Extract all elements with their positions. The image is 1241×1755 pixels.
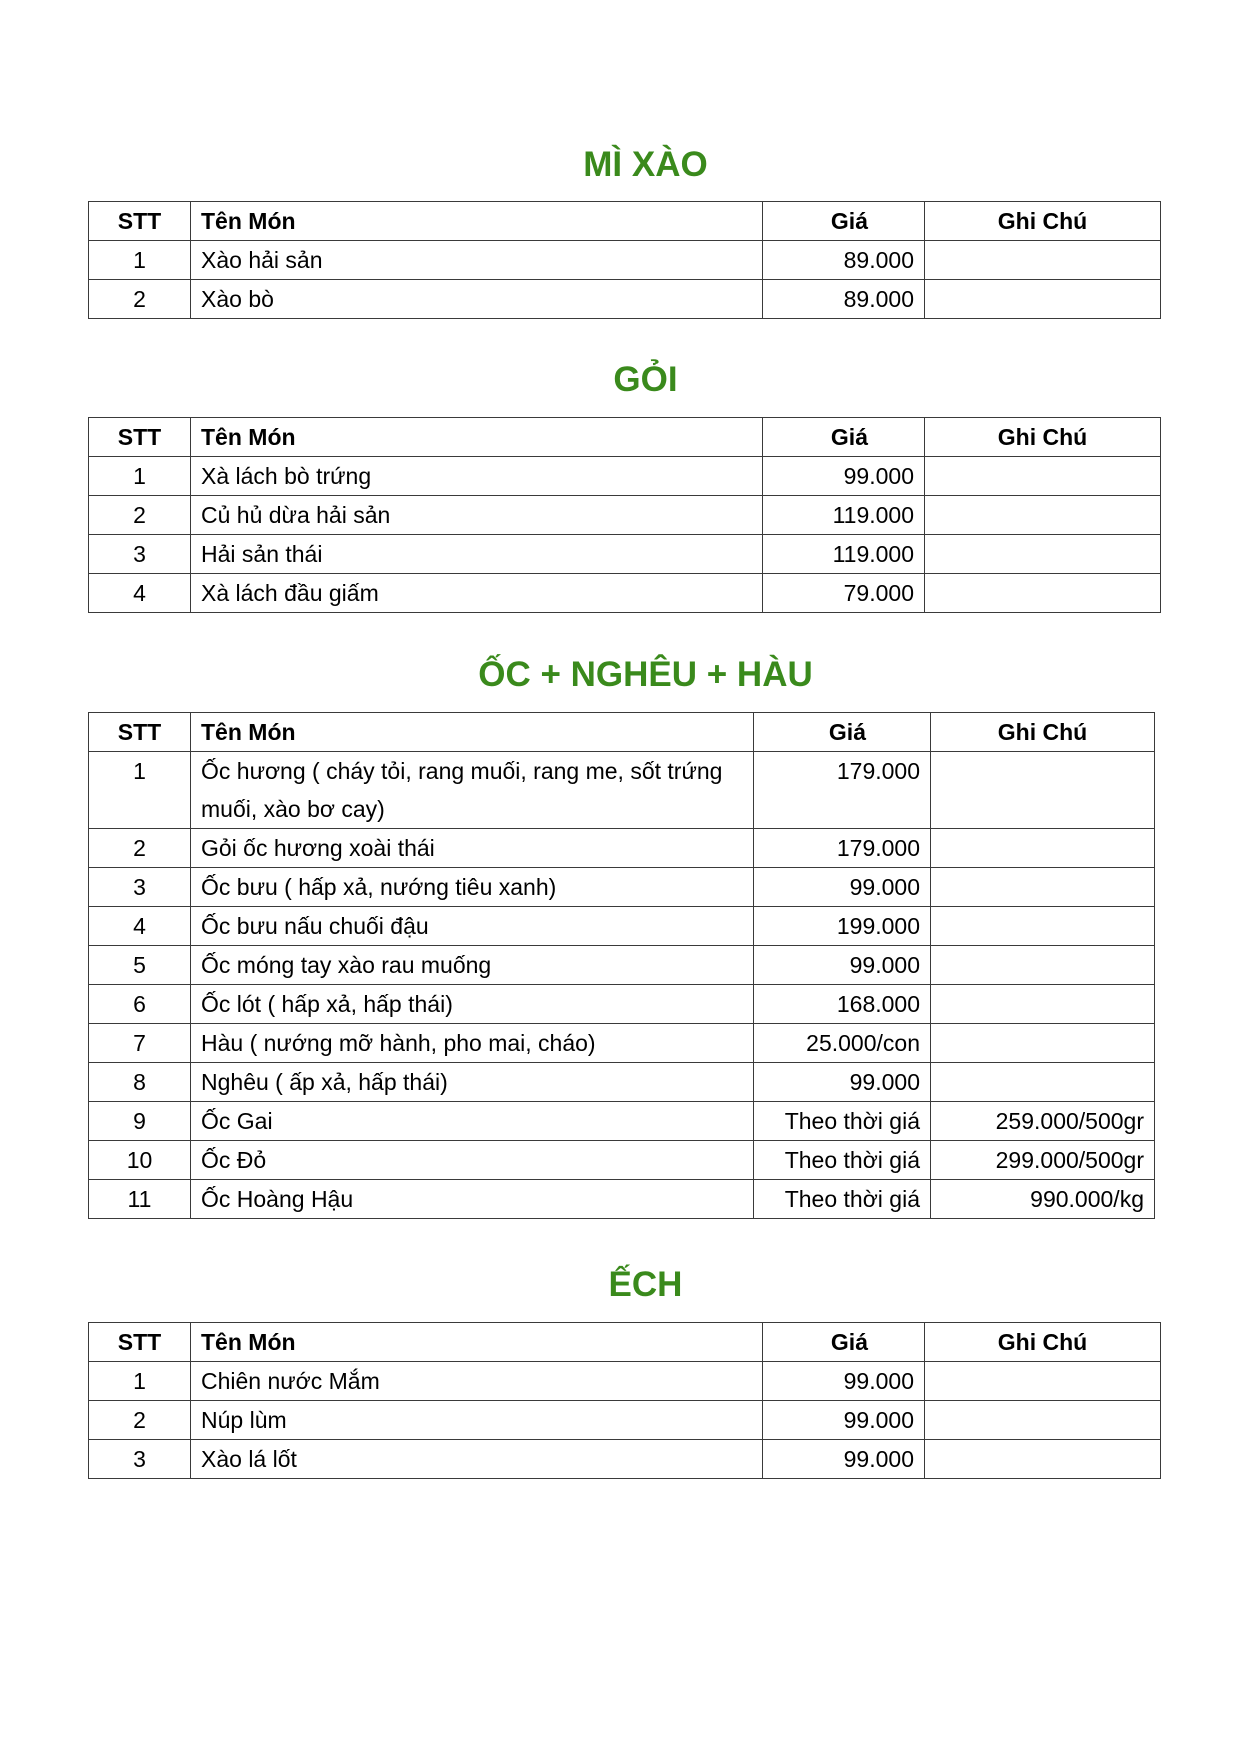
- table-header-row: [89, 713, 1155, 752]
- row-stt: 9: [89, 1102, 191, 1141]
- header-note: Ghi Chú: [925, 418, 1161, 457]
- table-row: [89, 1024, 1155, 1063]
- row-note: 259.000/500gr: [931, 1102, 1155, 1141]
- table-row: [89, 1102, 1155, 1141]
- table-row: [89, 868, 1155, 907]
- row-dish-name: Ốc hương ( cháy tỏi, rang muối, rang me, sốt trứng muối, xào bơ cay): [191, 752, 754, 829]
- header-price: Giá: [763, 418, 925, 457]
- header-stt: STT: [89, 713, 191, 752]
- table-row: [89, 1180, 1155, 1219]
- row-stt: 4: [89, 574, 191, 613]
- row-price: Theo thời giá: [754, 1180, 931, 1219]
- row-price: 99.000: [763, 1401, 925, 1440]
- header-name: Tên Món: [191, 202, 763, 241]
- header-note: Ghi Chú: [931, 713, 1155, 752]
- row-stt: 11: [89, 1180, 191, 1219]
- row-dish-name: Hàu ( nướng mỡ hành, pho mai, cháo): [191, 1024, 754, 1063]
- row-price: 25.000/con: [754, 1024, 931, 1063]
- header-stt: STT: [89, 202, 191, 241]
- table-row: [89, 574, 1161, 613]
- table-header-row: [89, 418, 1161, 457]
- row-note: 299.000/500gr: [931, 1141, 1155, 1180]
- section-title-mi-xao: MÌ XÀO: [583, 145, 708, 184]
- row-price: 199.000: [754, 907, 931, 946]
- section-title-goi: GỎI: [613, 360, 678, 399]
- row-note: [931, 829, 1155, 868]
- row-note: [925, 1362, 1161, 1401]
- table-row: [89, 829, 1155, 868]
- row-price: 99.000: [763, 1440, 925, 1479]
- row-dish-name: Xà lách bò trứng: [191, 457, 763, 496]
- row-price: Theo thời giá: [754, 1141, 931, 1180]
- row-note: [931, 985, 1155, 1024]
- row-stt: 10: [89, 1141, 191, 1180]
- row-dish-name: Ốc Hoàng Hậu: [191, 1180, 754, 1219]
- row-stt: 2: [89, 280, 191, 319]
- table-row: [89, 1141, 1155, 1180]
- table-row: [89, 1063, 1155, 1102]
- row-dish-name: Xà lách đầu giấm: [191, 574, 763, 613]
- table-row: [89, 907, 1155, 946]
- header-name: Tên Món: [191, 1323, 763, 1362]
- row-note: [925, 1401, 1161, 1440]
- row-note: [925, 457, 1161, 496]
- header-note: Ghi Chú: [925, 202, 1161, 241]
- row-price: 99.000: [763, 1362, 925, 1401]
- table-row: [89, 985, 1155, 1024]
- row-price: 99.000: [754, 946, 931, 985]
- row-note: [925, 280, 1161, 319]
- row-note: [925, 1440, 1161, 1479]
- row-note: [931, 1024, 1155, 1063]
- row-stt: 1: [89, 752, 191, 829]
- header-name: Tên Món: [191, 713, 754, 752]
- row-stt: 6: [89, 985, 191, 1024]
- row-note: [925, 574, 1161, 613]
- row-note: [931, 1063, 1155, 1102]
- row-stt: 3: [89, 535, 191, 574]
- header-note: Ghi Chú: [925, 1323, 1161, 1362]
- table-row: [89, 241, 1161, 280]
- row-price: 99.000: [763, 457, 925, 496]
- row-note: [925, 496, 1161, 535]
- row-dish-name: Ốc móng tay xào rau muống: [191, 946, 754, 985]
- table-header-row: [89, 202, 1161, 241]
- row-stt: 1: [89, 457, 191, 496]
- row-stt: 5: [89, 946, 191, 985]
- table-row: [89, 946, 1155, 985]
- row-price: 99.000: [754, 868, 931, 907]
- table-row: [89, 496, 1161, 535]
- row-price: 89.000: [763, 241, 925, 280]
- row-note: 990.000/kg: [931, 1180, 1155, 1219]
- row-stt: 1: [89, 241, 191, 280]
- menu-table-oc-ngheu-hau: [88, 712, 1155, 1219]
- header-price: Giá: [763, 1323, 925, 1362]
- header-name: Tên Món: [191, 418, 763, 457]
- header-stt: STT: [89, 1323, 191, 1362]
- table-row: [89, 752, 1155, 829]
- row-dish-name: Ốc bưu ( hấp xả, nướng tiêu xanh): [191, 868, 754, 907]
- row-note: [925, 535, 1161, 574]
- row-stt: 2: [89, 496, 191, 535]
- section-title-ech: ẾCH: [608, 1265, 683, 1304]
- table-header-row: [89, 1323, 1161, 1362]
- table-row: [89, 1362, 1161, 1401]
- row-dish-name: Gỏi ốc hương xoài thái: [191, 829, 754, 868]
- row-stt: 2: [89, 1401, 191, 1440]
- row-dish-name: Ốc bưu nấu chuối đậu: [191, 907, 754, 946]
- row-stt: 7: [89, 1024, 191, 1063]
- table-row: [89, 280, 1161, 319]
- header-stt: STT: [89, 418, 191, 457]
- row-dish-name: Xào lá lốt: [191, 1440, 763, 1479]
- header-price: Giá: [754, 713, 931, 752]
- table-row: [89, 457, 1161, 496]
- menu-table-goi: [88, 417, 1161, 613]
- row-price: 119.000: [763, 496, 925, 535]
- row-note: [931, 946, 1155, 985]
- menu-table-mi-xao: [88, 201, 1161, 319]
- table-row: [89, 535, 1161, 574]
- row-note: [931, 907, 1155, 946]
- menu-table-ech: [88, 1322, 1161, 1479]
- row-price: 179.000: [754, 829, 931, 868]
- row-stt: 4: [89, 907, 191, 946]
- row-stt: 8: [89, 1063, 191, 1102]
- row-dish-name: Chiên nước Mắm: [191, 1362, 763, 1401]
- row-price: 99.000: [754, 1063, 931, 1102]
- row-dish-name: Núp lùm: [191, 1401, 763, 1440]
- header-price: Giá: [763, 202, 925, 241]
- row-dish-name: Xào bò: [191, 280, 763, 319]
- row-price: 179.000: [754, 752, 931, 829]
- row-dish-name: Ốc lót ( hấp xả, hấp thái): [191, 985, 754, 1024]
- row-note: [931, 752, 1155, 829]
- row-price: 89.000: [763, 280, 925, 319]
- row-note: [925, 241, 1161, 280]
- row-dish-name: Ốc Gai: [191, 1102, 754, 1141]
- row-stt: 3: [89, 1440, 191, 1479]
- row-price: 168.000: [754, 985, 931, 1024]
- row-price: 79.000: [763, 574, 925, 613]
- row-dish-name: Ốc Đỏ: [191, 1141, 754, 1180]
- row-stt: 1: [89, 1362, 191, 1401]
- row-stt: 3: [89, 868, 191, 907]
- section-title-oc-ngheu-hau: ỐC + NGHÊU + HÀU: [478, 655, 813, 694]
- row-dish-name: Củ hủ dừa hải sản: [191, 496, 763, 535]
- table-row: [89, 1440, 1161, 1479]
- row-note: [931, 868, 1155, 907]
- row-dish-name: Xào hải sản: [191, 241, 763, 280]
- row-stt: 2: [89, 829, 191, 868]
- table-row: [89, 1401, 1161, 1440]
- row-price: Theo thời giá: [754, 1102, 931, 1141]
- row-dish-name: Nghêu ( ấp xả, hấp thái): [191, 1063, 754, 1102]
- row-dish-name: Hải sản thái: [191, 535, 763, 574]
- row-price: 119.000: [763, 535, 925, 574]
